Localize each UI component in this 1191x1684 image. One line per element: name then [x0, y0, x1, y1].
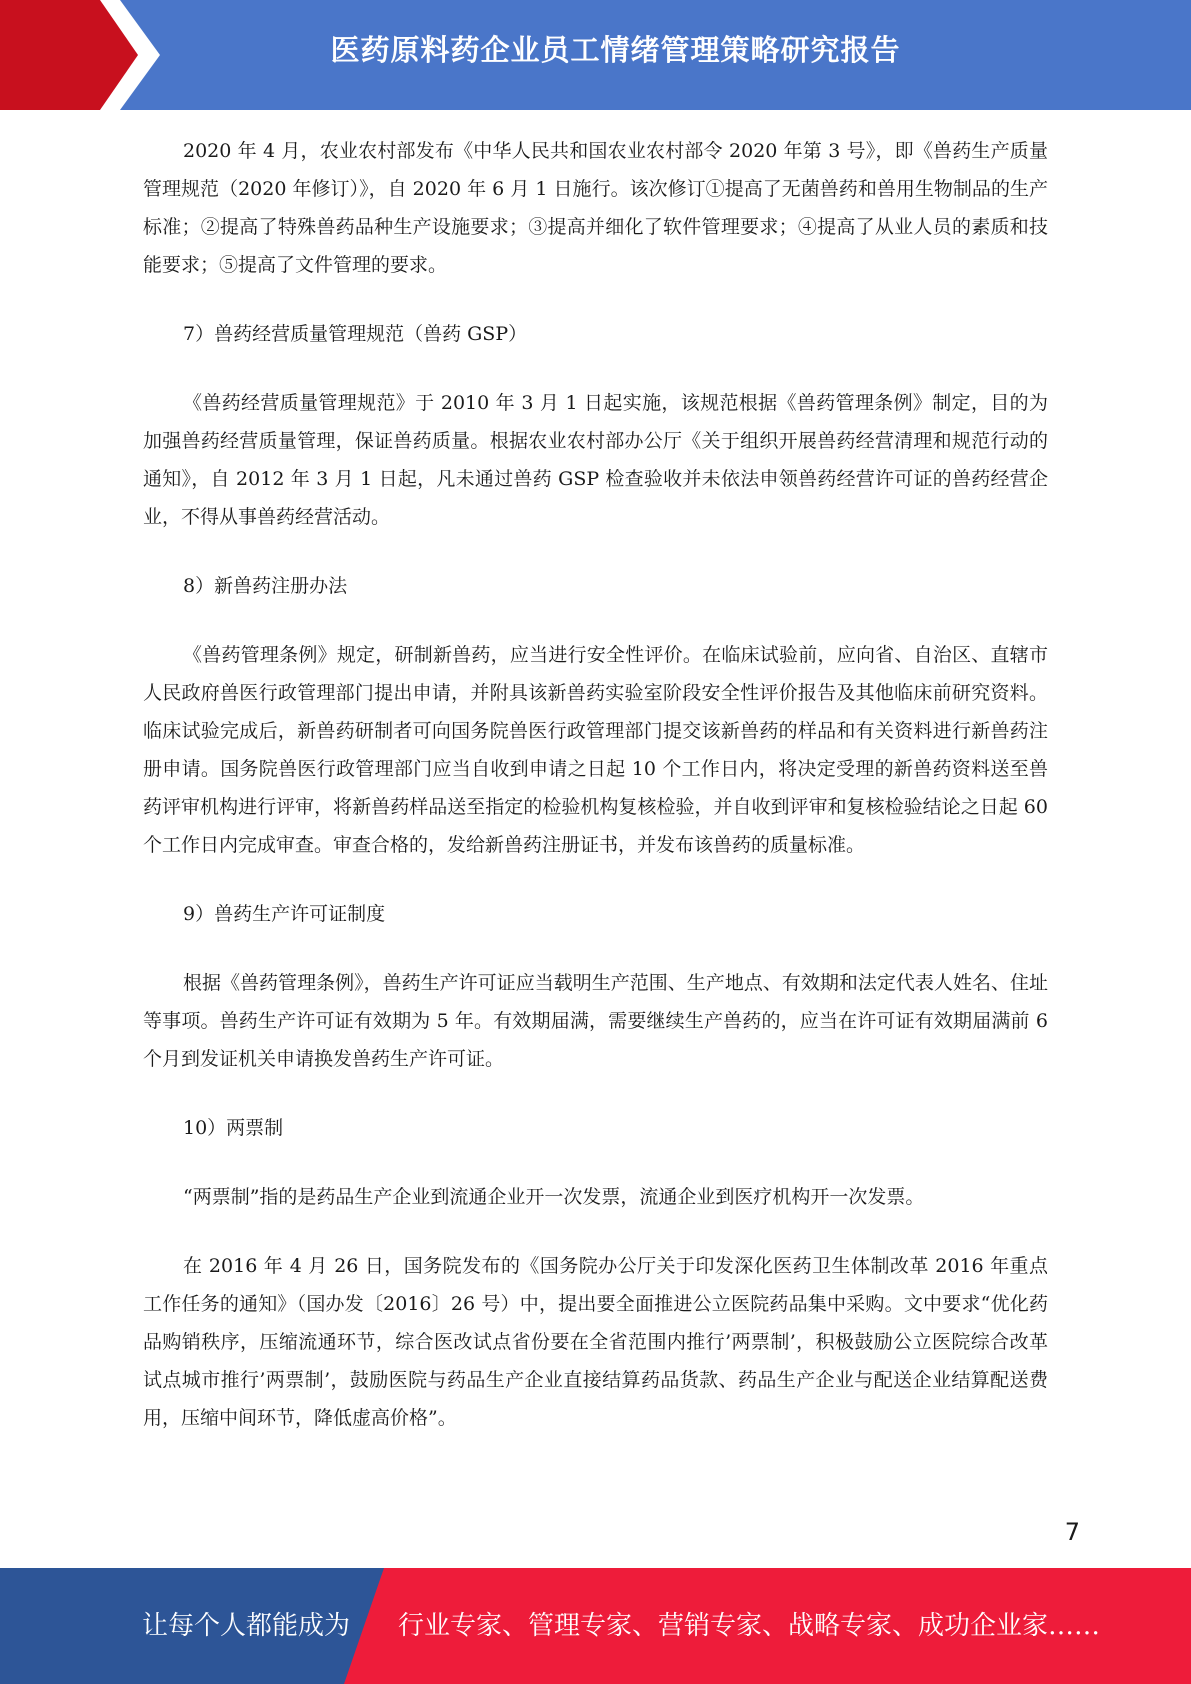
footer-slogan-right: 行业专家、管理专家、营销专家、战略专家、成功企业家…… — [398, 1611, 1101, 1641]
paragraph-new-drug-registration: 《兽药管理条例》规定，研制新兽药，应当进行安全性评价。在临床试验前，应向省、自治区、直辖市人民政府兽医行政管理部门提出申请，并附具该新兽药实验室阶段安全性评价报告及其他临床前研究资料。临床试验完成后，新兽药研制者可向国务院兽医行政管理部门提交该新兽药的样品和有关资料进行新兽药注册申请。国务院兽医行政管理部门应当自收到申请之日起 10 个工作日内，将决定受理的新兽药资料送至兽药评审机构进行评审，将新兽药样品送至指定的检验机构复核检验，并自收到评审和复核检验结论之日起 60 个工作日内完成审查。审查合格的，发给新兽药注册证书，并发布该兽药的质量标准。 — [143, 644, 1048, 856]
footer-slogan-left: 让每个人都能成为 — [142, 1611, 351, 1641]
section-heading-7: 7）兽药经营质量管理规范（兽药 GSP） — [183, 323, 528, 345]
document-body — [143, 132, 1048, 1437]
section-heading-8: 8）新兽药注册办法 — [183, 575, 348, 597]
paragraph-gsp: 《兽药经营质量管理规范》于 2010 年 3 月 1 日起实施，该规范根据《兽药管理条例》制定，目的为加强兽药经营质量管理，保证兽药质量。根据农业农村部办公厅《关于组织开展兽药经营清理和规范行动的通知》，自 2012 年 3 月 1 日起，凡未通过兽药 GSP 检查验收并未依法申领兽药经营许可证的兽药经营企业，不得从事兽药经营活动。 — [143, 392, 1048, 528]
section-heading-9: 9）兽药生产许可证制度 — [183, 903, 386, 925]
document-title: 医药原料药企业员工情绪管理策略研究报告 — [330, 33, 901, 67]
paragraph-gmp-revision: 2020 年 4 月，农业农村部发布《中华人民共和国农业农村部令 2020 年第 3 号》，即《兽药生产质量管理规范（2020 年修订）》，自 2020 年 6 月 1 日施行。该次修订①提高了无菌兽药和兽用生物制品的生产标准；②提高了特殊兽药品种生产设施要求；③提高并细化了软件管理要求；④提高了从业人员的素质和技能要求；⑤提高了文件管理的要求。 — [143, 140, 1048, 276]
page-number: 7 — [1064, 1518, 1080, 1546]
paragraph-two-invoice-policy: 在 2016 年 4 月 26 日，国务院发布的《国务院办公厅关于印发深化医药卫生体制改革 2016 年重点工作任务的通知》（国办发〔2016〕26 号）中，提出要全面推进公立医院药品集中采购。文中要求“优化药品购销秩序，压缩流通环节，综合医改试点省份要在全省范围内推行’两票制’，积极鼓励公立医院综合改革试点城市推行’两票制’，鼓励医院与药品生产企业直接结算药品货款、药品生产企业与配送企业结算配送费用，压缩中间环节，降低虚高价格”。 — [143, 1255, 1048, 1429]
page-header — [0, 0, 1191, 110]
section-heading-10: 10）两票制 — [183, 1117, 284, 1139]
page-footer — [0, 1568, 1191, 1684]
paragraph-two-invoice-definition: “两票制”指的是药品生产企业到流通企业开一次发票，流通企业到医疗机构开一次发票。 — [183, 1186, 925, 1208]
paragraph-production-license: 根据《兽药管理条例》，兽药生产许可证应当载明生产范围、生产地点、有效期和法定代表人姓名、住址等事项。兽药生产许可证有效期为 5 年。有效期届满，需要继续生产兽药的，应当在许可证有效期届满前 6 个月到发证机关申请换发兽药生产许可证。 — [143, 972, 1048, 1070]
